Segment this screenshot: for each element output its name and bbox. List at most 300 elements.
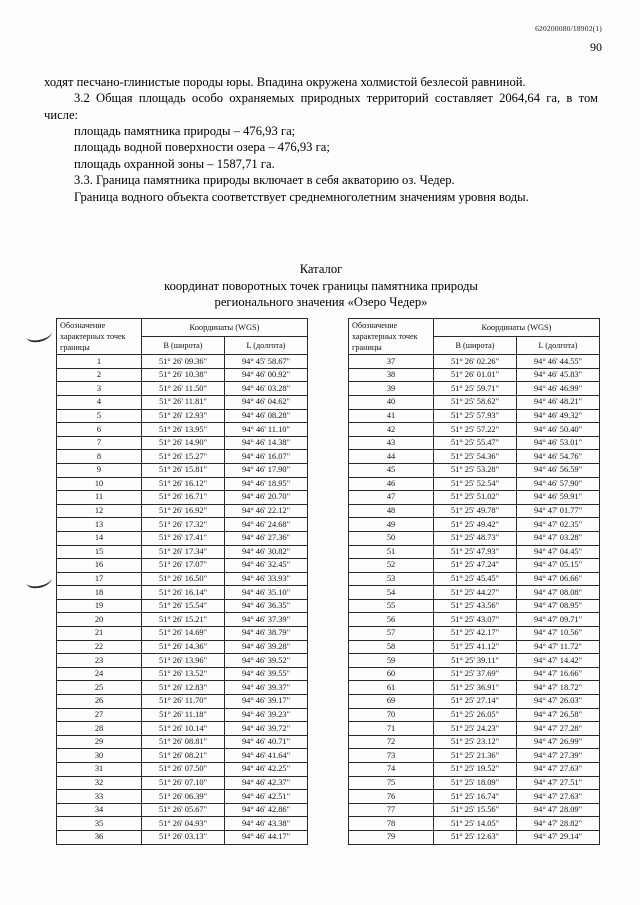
cell-latitude: 51° 26' 11.70" xyxy=(142,695,225,709)
cell-point-number: 18 xyxy=(57,586,142,600)
cell-point-number: 61 xyxy=(349,681,434,695)
table-row xyxy=(349,654,600,668)
cell-latitude: 51° 26' 11.18" xyxy=(142,708,225,722)
cell-latitude: 51° 26' 11.50" xyxy=(142,382,225,396)
table-row xyxy=(57,368,308,382)
cell-longitude: 94° 46' 36.35" xyxy=(225,599,308,613)
table-row xyxy=(349,790,600,804)
table-head xyxy=(349,319,600,355)
cell-latitude: 51° 26' 08.81" xyxy=(142,735,225,749)
cell-point-number: 32 xyxy=(57,776,142,790)
cell-longitude: 94° 46' 08.28" xyxy=(225,409,308,423)
cell-latitude: 51° 25' 55.47" xyxy=(434,436,517,450)
cell-longitude: 94° 46' 39.52" xyxy=(225,654,308,668)
cell-point-number: 7 xyxy=(57,436,142,450)
cell-longitude: 94° 46' 42.51" xyxy=(225,790,308,804)
cell-latitude: 51° 25' 15.56" xyxy=(434,803,517,817)
cell-point-number: 39 xyxy=(349,382,434,396)
cell-point-number: 46 xyxy=(349,477,434,491)
table-row xyxy=(57,491,308,505)
cell-latitude: 51° 26' 17.32" xyxy=(142,518,225,532)
cell-longitude: 94° 46' 43.38" xyxy=(225,817,308,831)
cell-point-number: 1 xyxy=(57,355,142,369)
table-row xyxy=(349,382,600,396)
cell-longitude: 94° 46' 14.38" xyxy=(225,436,308,450)
table-row xyxy=(57,436,308,450)
cell-point-number: 33 xyxy=(57,790,142,804)
table-row xyxy=(57,735,308,749)
cell-point-number: 38 xyxy=(349,368,434,382)
table-row xyxy=(57,803,308,817)
cell-latitude: 51° 26' 05.67" xyxy=(142,803,225,817)
table-row xyxy=(349,545,600,559)
cell-latitude: 51° 25' 43.07" xyxy=(434,613,517,627)
table-row xyxy=(349,368,600,382)
cell-longitude: 94° 46' 42.25" xyxy=(225,763,308,777)
table-row xyxy=(57,572,308,586)
paragraph-intro: ходят песчано-глинистые породы юры. Впадина окружена холмистой безлесой равниной. xyxy=(44,75,526,89)
cell-latitude: 51° 26' 11.81" xyxy=(142,395,225,409)
cell-latitude: 51° 25' 51.02" xyxy=(434,491,517,505)
table-row xyxy=(57,423,308,437)
paragraph-water-boundary: Граница водного объекта соответствует среднемноголетним значениям уровня воды. xyxy=(74,189,529,204)
table-row xyxy=(57,627,308,641)
cell-latitude: 51° 26' 01.01" xyxy=(434,368,517,382)
table-row xyxy=(57,586,308,600)
cell-latitude: 51° 26' 17.34" xyxy=(142,545,225,559)
header-longitude: L (долгота) xyxy=(517,337,600,355)
cell-point-number: 29 xyxy=(57,735,142,749)
catalog-title-line-3: регионального значения «Озеро Чедер» xyxy=(214,295,428,310)
cell-longitude: 94° 46' 49.32" xyxy=(517,409,600,423)
area-item-protection-zone: площадь охранной зоны – 1587,71 га. xyxy=(74,156,275,171)
table-row xyxy=(349,355,600,369)
cell-point-number: 26 xyxy=(57,695,142,709)
cell-longitude: 94° 46' 38.79" xyxy=(225,627,308,641)
cell-longitude: 94° 47' 08.95" xyxy=(517,599,600,613)
cell-longitude: 94° 47' 27.51" xyxy=(517,776,600,790)
cell-point-number: 23 xyxy=(57,654,142,668)
cell-latitude: 51° 25' 53.28" xyxy=(434,463,517,477)
cell-longitude: 94° 46' 57.90" xyxy=(517,477,600,491)
table-row xyxy=(57,681,308,695)
header-latitude: B (широта) xyxy=(142,337,225,355)
cell-longitude: 94° 46' 44.17" xyxy=(225,830,308,844)
table-row xyxy=(349,803,600,817)
cell-latitude: 51° 25' 57.93" xyxy=(434,409,517,423)
table-row xyxy=(349,477,600,491)
cell-longitude: 94° 46' 44.55" xyxy=(517,355,600,369)
table-row xyxy=(349,681,600,695)
header-latitude: B (широта) xyxy=(434,337,517,355)
table-row xyxy=(349,695,600,709)
cell-longitude: 94° 46' 46.99" xyxy=(517,382,600,396)
table-row xyxy=(57,559,308,573)
cell-longitude: 94° 46' 24.68" xyxy=(225,518,308,532)
cell-latitude: 51° 25' 39.11" xyxy=(434,654,517,668)
cell-latitude: 51° 25' 44.27" xyxy=(434,586,517,600)
cell-point-number: 52 xyxy=(349,559,434,573)
table-row xyxy=(349,491,600,505)
cell-longitude: 94° 46' 37.39" xyxy=(225,613,308,627)
cell-latitude: 51° 25' 41.12" xyxy=(434,640,517,654)
table-row xyxy=(349,735,600,749)
table-row xyxy=(57,749,308,763)
cell-latitude: 51° 25' 57.22" xyxy=(434,423,517,437)
table-row xyxy=(349,830,600,844)
cell-point-number: 12 xyxy=(57,504,142,518)
cell-point-number: 27 xyxy=(57,708,142,722)
table-header-row xyxy=(349,319,600,337)
cell-point-number: 36 xyxy=(57,830,142,844)
cell-point-number: 50 xyxy=(349,531,434,545)
header-designation: Обозначение характерных точек границы xyxy=(57,319,142,355)
cell-latitude: 51° 26' 08.21" xyxy=(142,749,225,763)
table-row xyxy=(57,763,308,777)
table-row xyxy=(57,545,308,559)
table-row xyxy=(57,654,308,668)
cell-latitude: 51° 26' 12.83" xyxy=(142,681,225,695)
catalog-title xyxy=(44,261,598,311)
cell-point-number: 43 xyxy=(349,436,434,450)
catalog-title-line-1: Каталог xyxy=(299,262,343,276)
cell-longitude: 94° 46' 18.95" xyxy=(225,477,308,491)
cell-point-number: 73 xyxy=(349,749,434,763)
cell-longitude: 94° 47' 11.72" xyxy=(517,640,600,654)
cell-latitude: 51° 26' 15.21" xyxy=(142,613,225,627)
cell-point-number: 2 xyxy=(57,368,142,382)
cell-latitude: 51° 26' 13.95" xyxy=(142,423,225,437)
cell-longitude: 94° 46' 39.72" xyxy=(225,722,308,736)
cell-point-number: 21 xyxy=(57,627,142,641)
table-row xyxy=(57,409,308,423)
cell-latitude: 51° 26' 07.50" xyxy=(142,763,225,777)
cell-longitude: 94° 46' 39.28" xyxy=(225,640,308,654)
table-row xyxy=(349,559,600,573)
table-row xyxy=(57,817,308,831)
cell-latitude: 51° 26' 07.10" xyxy=(142,776,225,790)
cell-point-number: 44 xyxy=(349,450,434,464)
cell-latitude: 51° 26' 04.93" xyxy=(142,817,225,831)
cell-latitude: 51° 26' 17.07" xyxy=(142,559,225,573)
header-coordinates-group: Координаты (WGS) xyxy=(434,319,600,337)
cell-latitude: 51° 25' 42.17" xyxy=(434,627,517,641)
cell-point-number: 75 xyxy=(349,776,434,790)
cell-longitude: 94° 46' 39.37" xyxy=(225,681,308,695)
cell-latitude: 51° 25' 16.74" xyxy=(434,790,517,804)
table-row xyxy=(57,722,308,736)
area-item-water-surface: площадь водной поверхности озера – 476,93 га; xyxy=(74,140,330,155)
cell-point-number: 31 xyxy=(57,763,142,777)
table-row xyxy=(57,518,308,532)
cell-point-number: 45 xyxy=(349,463,434,477)
table-row xyxy=(349,627,600,641)
table-row xyxy=(57,613,308,627)
cell-point-number: 37 xyxy=(349,355,434,369)
header-longitude: L (долгота) xyxy=(225,337,308,355)
cell-latitude: 51° 26' 02.26" xyxy=(434,355,517,369)
table-row xyxy=(349,722,600,736)
cell-point-number: 47 xyxy=(349,491,434,505)
table-row xyxy=(349,749,600,763)
cell-point-number: 51 xyxy=(349,545,434,559)
cell-longitude: 94° 46' 50.40" xyxy=(517,423,600,437)
cell-latitude: 51° 25' 47.24" xyxy=(434,559,517,573)
cell-latitude: 51° 26' 16.92" xyxy=(142,504,225,518)
table-row xyxy=(349,409,600,423)
table-row xyxy=(349,423,600,437)
cell-longitude: 94° 47' 27.63" xyxy=(517,763,600,777)
coordinates-table-left-wrapper xyxy=(56,318,308,845)
cell-latitude: 51° 26' 15.54" xyxy=(142,599,225,613)
cell-longitude: 94° 46' 42.86" xyxy=(225,803,308,817)
cell-longitude: 94° 47' 04.45" xyxy=(517,545,600,559)
cell-point-number: 13 xyxy=(57,518,142,532)
cell-longitude: 94° 46' 04.62" xyxy=(225,395,308,409)
table-row xyxy=(57,531,308,545)
cell-longitude: 94° 47' 14.42" xyxy=(517,654,600,668)
table-row xyxy=(349,504,600,518)
table-row xyxy=(57,504,308,518)
cell-point-number: 70 xyxy=(349,708,434,722)
table-row xyxy=(57,477,308,491)
cell-latitude: 51° 25' 21.36" xyxy=(434,749,517,763)
cell-point-number: 10 xyxy=(57,477,142,491)
cell-longitude: 94° 46' 45.83" xyxy=(517,368,600,382)
cell-point-number: 72 xyxy=(349,735,434,749)
cell-point-number: 19 xyxy=(57,599,142,613)
cell-point-number: 30 xyxy=(57,749,142,763)
cell-longitude: 94° 47' 27.39" xyxy=(517,749,600,763)
table-row xyxy=(349,613,600,627)
cell-longitude: 94° 46' 20.70" xyxy=(225,491,308,505)
cell-latitude: 51° 25' 49.42" xyxy=(434,518,517,532)
cell-point-number: 42 xyxy=(349,423,434,437)
catalog-title-line-2: координат поворотных точек границы памятника природы xyxy=(164,278,478,293)
cell-point-number: 48 xyxy=(349,504,434,518)
cell-longitude: 94° 46' 00.92" xyxy=(225,368,308,382)
cell-point-number: 20 xyxy=(57,613,142,627)
cell-point-number: 79 xyxy=(349,830,434,844)
cell-point-number: 8 xyxy=(57,450,142,464)
table-row xyxy=(349,708,600,722)
cell-point-number: 41 xyxy=(349,409,434,423)
cell-point-number: 25 xyxy=(57,681,142,695)
cell-longitude: 94° 46' 56.59" xyxy=(517,463,600,477)
cell-point-number: 6 xyxy=(57,423,142,437)
cell-point-number: 77 xyxy=(349,803,434,817)
cell-longitude: 94° 46' 54.76" xyxy=(517,450,600,464)
cell-longitude: 94° 47' 26.03" xyxy=(517,695,600,709)
table-row xyxy=(349,667,600,681)
cell-latitude: 51° 25' 24.23" xyxy=(434,722,517,736)
cell-longitude: 94° 47' 05.15" xyxy=(517,559,600,573)
cell-point-number: 53 xyxy=(349,572,434,586)
table-row xyxy=(349,817,600,831)
cell-longitude: 94° 46' 42.37" xyxy=(225,776,308,790)
table-row xyxy=(349,436,600,450)
cell-latitude: 51° 25' 19.52" xyxy=(434,763,517,777)
cell-longitude: 94° 47' 26.58" xyxy=(517,708,600,722)
cell-point-number: 22 xyxy=(57,640,142,654)
cell-point-number: 40 xyxy=(349,395,434,409)
cell-longitude: 94° 46' 39.55" xyxy=(225,667,308,681)
cell-longitude: 94° 47' 06.66" xyxy=(517,572,600,586)
paragraph-3-2: 3.2 Общая площадь особо охраняемых природных территорий составляет 2064,64 га, в том числе: xyxy=(44,91,598,122)
pen-mark-icon xyxy=(25,571,53,590)
table-row xyxy=(57,708,308,722)
cell-point-number: 74 xyxy=(349,763,434,777)
page-number: 90 xyxy=(590,40,602,54)
table-row xyxy=(57,463,308,477)
cell-latitude: 51° 26' 10.38" xyxy=(142,368,225,382)
cell-point-number: 5 xyxy=(57,409,142,423)
cell-longitude: 94° 45' 58.67" xyxy=(225,355,308,369)
cell-latitude: 51° 26' 15.81" xyxy=(142,463,225,477)
coordinates-table-right-wrapper xyxy=(348,318,600,845)
cell-longitude: 94° 46' 30.82" xyxy=(225,545,308,559)
cell-latitude: 51° 25' 14.05" xyxy=(434,817,517,831)
table-row xyxy=(349,531,600,545)
cell-point-number: 55 xyxy=(349,599,434,613)
cell-longitude: 94° 47' 26.99" xyxy=(517,735,600,749)
cell-latitude: 51° 26' 03.13" xyxy=(142,830,225,844)
cell-latitude: 51° 25' 18.09" xyxy=(434,776,517,790)
cell-latitude: 51° 26' 13.96" xyxy=(142,654,225,668)
cell-latitude: 51° 25' 27.14" xyxy=(434,695,517,709)
cell-latitude: 51° 26' 14.69" xyxy=(142,627,225,641)
cell-point-number: 34 xyxy=(57,803,142,817)
cell-point-number: 15 xyxy=(57,545,142,559)
cell-latitude: 51° 26' 16.12" xyxy=(142,477,225,491)
cell-longitude: 94° 46' 33.93" xyxy=(225,572,308,586)
cell-longitude: 94° 46' 48.21" xyxy=(517,395,600,409)
cell-point-number: 78 xyxy=(349,817,434,831)
cell-latitude: 51° 25' 58.62" xyxy=(434,395,517,409)
table-row xyxy=(57,695,308,709)
table-row xyxy=(349,395,600,409)
cell-point-number: 56 xyxy=(349,613,434,627)
cell-longitude: 94° 46' 27.36" xyxy=(225,531,308,545)
coordinates-table-left xyxy=(56,318,308,845)
cell-latitude: 51° 25' 37.69" xyxy=(434,667,517,681)
cell-longitude: 94° 47' 28.09" xyxy=(517,803,600,817)
cell-longitude: 94° 47' 16.66" xyxy=(517,667,600,681)
cell-latitude: 51° 25' 49.78" xyxy=(434,504,517,518)
cell-longitude: 94° 46' 32.45" xyxy=(225,559,308,573)
table-row xyxy=(57,450,308,464)
cell-latitude: 51° 26' 14.36" xyxy=(142,640,225,654)
table-body-left xyxy=(57,355,308,844)
cell-longitude: 94° 47' 27.63" xyxy=(517,790,600,804)
table-header-row xyxy=(57,319,308,337)
table-row xyxy=(57,395,308,409)
cell-longitude: 94° 46' 39.23" xyxy=(225,708,308,722)
table-head xyxy=(57,319,308,355)
table-row xyxy=(349,463,600,477)
cell-longitude: 94° 46' 17.90" xyxy=(225,463,308,477)
cell-longitude: 94° 46' 41.64" xyxy=(225,749,308,763)
cell-point-number: 14 xyxy=(57,531,142,545)
cell-point-number: 28 xyxy=(57,722,142,736)
table-row xyxy=(57,355,308,369)
table-row xyxy=(57,790,308,804)
cell-longitude: 94° 46' 35.10" xyxy=(225,586,308,600)
cell-longitude: 94° 46' 53.01" xyxy=(517,436,600,450)
cell-point-number: 54 xyxy=(349,586,434,600)
cell-latitude: 51° 26' 16.14" xyxy=(142,586,225,600)
table-row xyxy=(349,776,600,790)
cell-latitude: 51° 25' 26.05" xyxy=(434,708,517,722)
table-row xyxy=(57,382,308,396)
cell-point-number: 24 xyxy=(57,667,142,681)
cell-point-number: 17 xyxy=(57,572,142,586)
cell-point-number: 9 xyxy=(57,463,142,477)
table-row xyxy=(57,776,308,790)
cell-longitude: 94° 47' 02.35" xyxy=(517,518,600,532)
cell-longitude: 94° 46' 22.12" xyxy=(225,504,308,518)
table-row xyxy=(57,830,308,844)
cell-point-number: 11 xyxy=(57,491,142,505)
cell-latitude: 51° 26' 16.71" xyxy=(142,491,225,505)
cell-longitude: 94° 46' 11.10" xyxy=(225,423,308,437)
cell-point-number: 57 xyxy=(349,627,434,641)
cell-longitude: 94° 46' 39.17" xyxy=(225,695,308,709)
cell-longitude: 94° 47' 08.08" xyxy=(517,586,600,600)
header-coordinates-group: Координаты (WGS) xyxy=(142,319,308,337)
cell-latitude: 51° 25' 43.56" xyxy=(434,599,517,613)
cell-latitude: 51° 26' 09.36" xyxy=(142,355,225,369)
table-body-right xyxy=(349,355,600,844)
cell-longitude: 94° 47' 27.28" xyxy=(517,722,600,736)
cell-latitude: 51° 25' 36.91" xyxy=(434,681,517,695)
cell-longitude: 94° 47' 09.71" xyxy=(517,613,600,627)
cell-latitude: 51° 26' 17.41" xyxy=(142,531,225,545)
cell-latitude: 51° 25' 48.73" xyxy=(434,531,517,545)
cell-longitude: 94° 47' 29.14" xyxy=(517,830,600,844)
cell-longitude: 94° 47' 10.56" xyxy=(517,627,600,641)
cell-latitude: 51° 26' 16.50" xyxy=(142,572,225,586)
cell-longitude: 94° 46' 40.71" xyxy=(225,735,308,749)
cell-point-number: 58 xyxy=(349,640,434,654)
area-item-monument: площадь памятника природы – 476,93 га; xyxy=(74,124,296,139)
cell-latitude: 51° 25' 12.63" xyxy=(434,830,517,844)
cell-point-number: 3 xyxy=(57,382,142,396)
cell-latitude: 51° 25' 47.93" xyxy=(434,545,517,559)
table-row xyxy=(349,599,600,613)
cell-longitude: 94° 46' 16.07" xyxy=(225,450,308,464)
cell-point-number: 69 xyxy=(349,695,434,709)
table-row xyxy=(349,450,600,464)
header-designation: Обозначение характерных точек границы xyxy=(349,319,434,355)
cell-latitude: 51° 25' 45.45" xyxy=(434,572,517,586)
table-row xyxy=(349,586,600,600)
cell-point-number: 35 xyxy=(57,817,142,831)
cell-latitude: 51° 26' 13.52" xyxy=(142,667,225,681)
body-text xyxy=(44,74,598,205)
cell-longitude: 94° 46' 59.91" xyxy=(517,491,600,505)
cell-latitude: 51° 25' 54.36" xyxy=(434,450,517,464)
cell-latitude: 51° 25' 23.12" xyxy=(434,735,517,749)
cell-latitude: 51° 26' 06.39" xyxy=(142,790,225,804)
table-row xyxy=(57,640,308,654)
table-row xyxy=(57,667,308,681)
cell-longitude: 94° 46' 03.28" xyxy=(225,382,308,396)
cell-longitude: 94° 47' 28.82" xyxy=(517,817,600,831)
cell-latitude: 51° 26' 10.14" xyxy=(142,722,225,736)
cell-longitude: 94° 47' 03.28" xyxy=(517,531,600,545)
table-row xyxy=(349,518,600,532)
